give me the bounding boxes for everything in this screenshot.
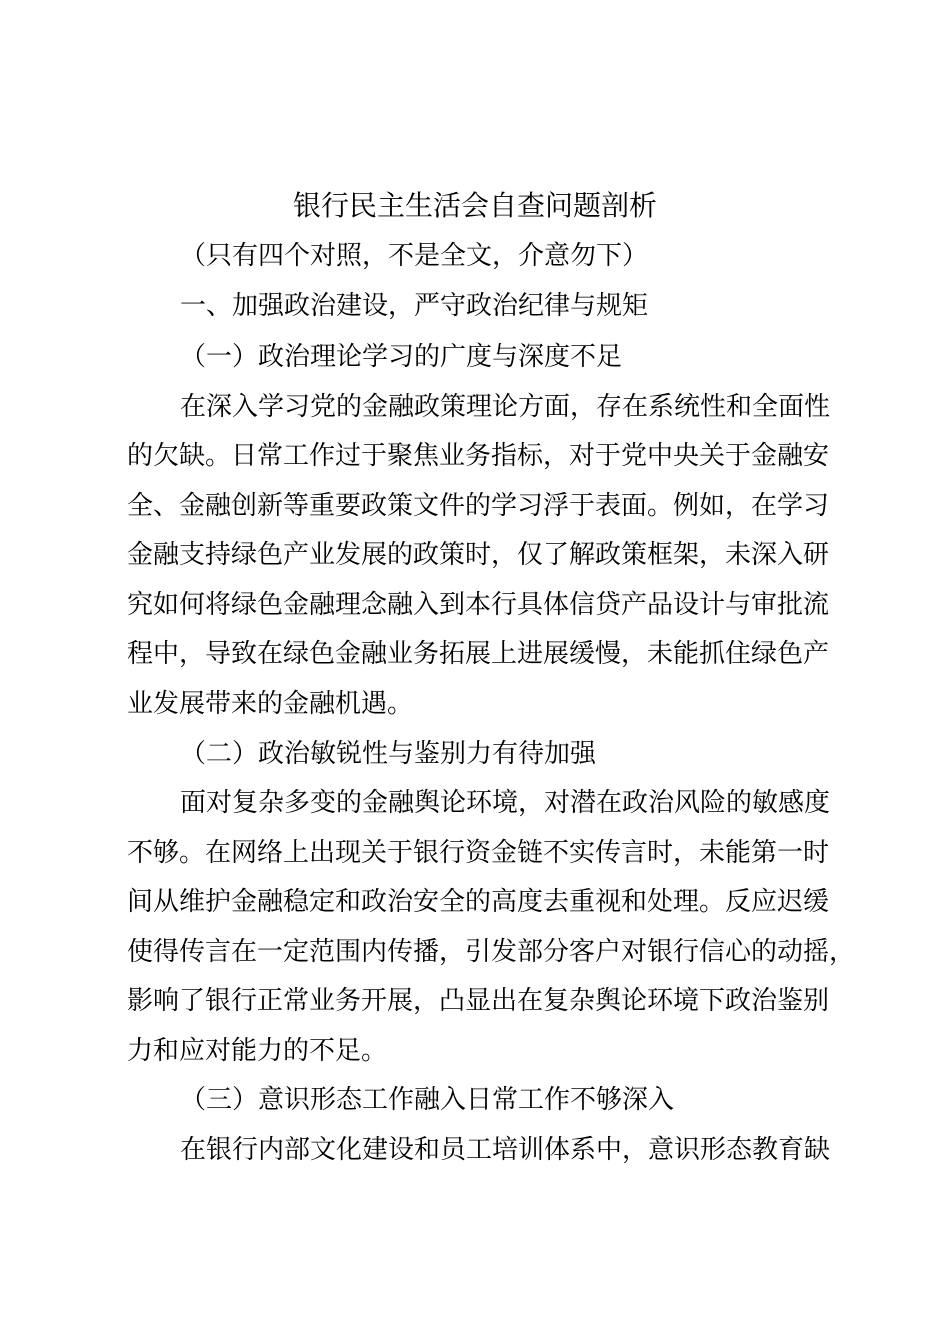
paragraph-line: 使得传言在一定范围内传播，引发部分客户对银行信心的动摇， <box>127 937 856 967</box>
paragraph-line: 影响了银行正常业务开展，凸显出在复杂舆论环境下政治鉴别 <box>127 986 830 1016</box>
paragraph-line: 力和应对能力的不足。 <box>127 1036 388 1066</box>
paragraph-line: 业发展带来的金融机遇。 <box>127 689 414 719</box>
paragraph-line: 究如何将绿色金融理念融入到本行具体信贷产品设计与审批流 <box>127 590 830 620</box>
subsection-heading: （一）政治理论学习的广度与深度不足 <box>180 342 623 372</box>
section-heading: 一、加强政治建设，严守政治纪律与规矩 <box>180 291 649 321</box>
subsection-heading: （三）意识形态工作融入日常工作不够深入 <box>180 1085 675 1115</box>
paragraph-line: 面对复杂多变的金融舆论环境，对潜在政治风险的敏感度 <box>180 788 831 818</box>
paragraph-line: 间从维护金融稳定和政治安全的高度去重视和处理。反应迟缓 <box>127 887 830 917</box>
document-note: （只有四个对照，不是全文，介意勿下） <box>180 241 649 271</box>
paragraph-line: 金融支持绿色产业发展的政策时，仅了解政策框架，未深入研 <box>127 540 830 570</box>
paragraph-line: 程中，导致在绿色金融业务拓展上进展缓慢，未能抓住绿色产 <box>127 639 830 669</box>
paragraph-line: 在银行内部文化建设和员工培训体系中，意识形态教育缺 <box>180 1135 831 1165</box>
subsection-heading: （二）政治敏锐性与鉴别力有待加强 <box>180 739 597 769</box>
paragraph-line: 不够。在网络上出现关于银行资金链不实传言时，未能第一时 <box>127 838 830 868</box>
paragraph-line: 在深入学习党的金融政策理论方面，存在系统性和全面性 <box>180 392 831 422</box>
paragraph-line: 全、金融创新等重要政策文件的学习浮于表面。例如，在学习 <box>127 491 830 521</box>
document-title: 银行民主生活会自查问题剖析 <box>292 189 657 222</box>
paragraph-line: 的欠缺。日常工作过于聚焦业务指标，对于党中央关于金融安 <box>127 441 830 471</box>
